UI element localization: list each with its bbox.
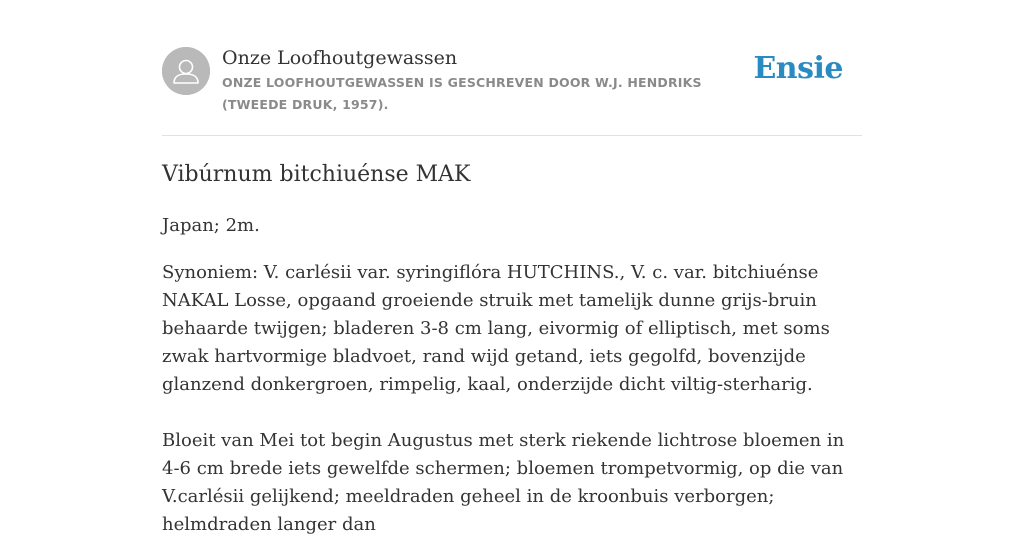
brand-logo-link[interactable]: Ensie — [753, 51, 843, 86]
book-title[interactable]: Onze Loofhoutgewassen — [222, 47, 458, 69]
entry-paragraph-flowering: Bloeit van Mei tot begin Augustus met sterk riekende lichtrose bloemen in 4-6 cm brede iets gewelfde schermen; bloemen trompetvormig, op die van V.carlésii gelijkend; meeldraden geheel in de kroonbuis verborgen; helmdraden langer dan — [162, 430, 845, 535]
book-subtitle: ONZE LOOFHOUTGEWASSEN IS GESCHREVEN DOOR W.J. HENDRIKS (TWEEDE DRUK, 1957). — [222, 75, 702, 112]
entry-paragraph-synonyms: Synoniem: V. carlésii var. syringiflóra HUTCHINS., V. c. var. bitchiuénse NAKAL Losse, opgaand groeiende struik met tamelijk dunne grijs-bruin behaarde twijgen; bladeren 3-8 cm lang, eivormig of elliptisch, met soms zwak hartvormige bladvoet, rand wijd getand, iets gegolfd, bovenzijde glanzend donkergroen, rimpelig, kaal, onderzijde dicht viltig-sterharig. — [162, 262, 830, 395]
entry-title: Vibúrnum bitchiuénse MAK — [162, 162, 471, 187]
entry-body — [162, 259, 866, 539]
page-container — [162, 0, 862, 535]
entry-origin: Japan; 2m. — [162, 215, 260, 236]
user-icon — [162, 47, 210, 95]
book-header — [162, 0, 862, 136]
avatar[interactable] — [162, 47, 210, 95]
paragraph-gap — [162, 399, 866, 427]
